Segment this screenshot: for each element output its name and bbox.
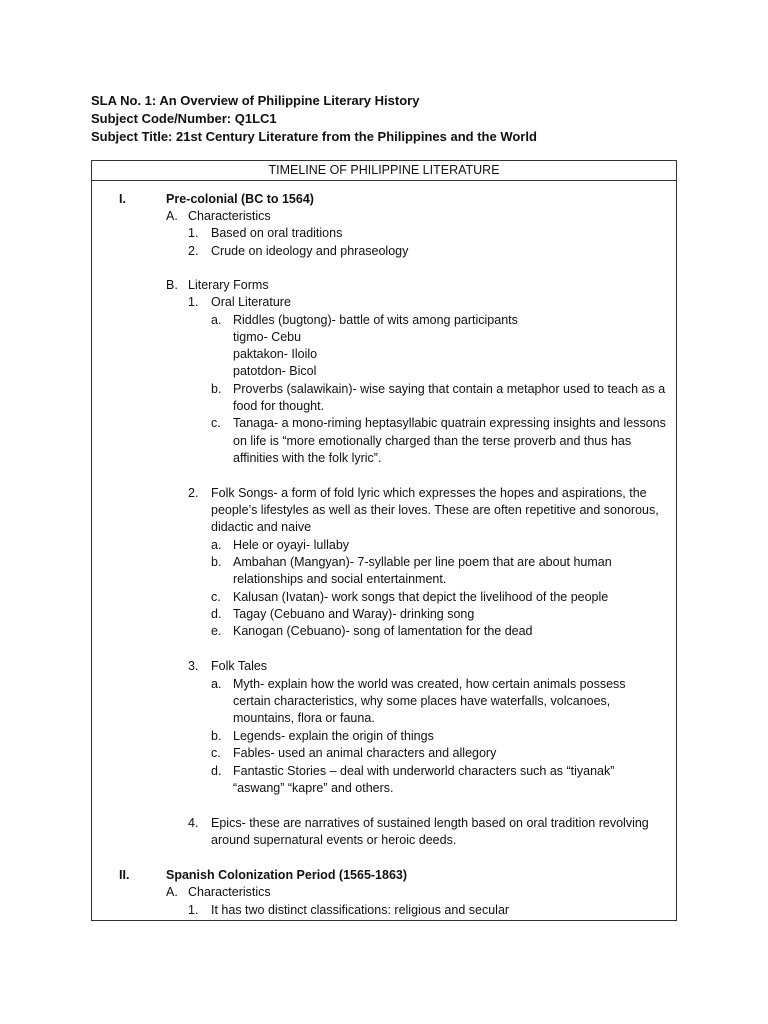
characteristics-heading: Characteristics — [188, 885, 271, 899]
list-item: Fantastic Stories – deal with underworld characters such as “tiyanak” — [233, 764, 615, 778]
section-1-number: I. — [119, 192, 126, 206]
list-item: Tagay (Cebuano and Waray)- drinking song — [233, 607, 475, 621]
list-letter: d. — [211, 764, 222, 778]
list-item: “aswang” “kapre” and others. — [233, 781, 394, 795]
document-header — [91, 92, 537, 146]
list-letter: b. — [211, 555, 222, 569]
literary-forms-heading: Literary Forms — [188, 278, 269, 292]
characteristics-heading: Characteristics — [188, 209, 271, 223]
list-letter: d. — [211, 607, 222, 621]
list-item: Myth- explain how the world was created, how certain animals possess — [233, 677, 626, 691]
list-item: patotdon- Bicol — [233, 364, 317, 378]
list-item: Kalusan (Ivatan)- work songs that depict the livelihood of the people — [233, 590, 609, 604]
section-2-number: II. — [119, 868, 130, 882]
list-item: paktakon- Iloilo — [233, 347, 318, 361]
folk-songs-text: didactic and naive — [211, 520, 312, 534]
list-letter: a. — [211, 538, 222, 552]
list-number: 2. — [188, 244, 199, 258]
list-letter: c. — [211, 416, 221, 430]
list-item: Tanaga- a mono-riming heptasyllabic quatrain expressing insights and lessons — [233, 416, 666, 430]
list-number: 4. — [188, 816, 199, 830]
list-letter: a. — [211, 677, 222, 691]
oral-literature-heading: Oral Literature — [211, 295, 291, 309]
list-item: It has two distinct classifications: religious and secular — [211, 903, 510, 917]
list-number: 3. — [188, 659, 199, 673]
folk-tales-heading: Folk Tales — [211, 659, 268, 673]
list-letter: b. — [211, 382, 222, 396]
list-item: food for thought. — [233, 399, 325, 413]
list-item: Ambahan (Mangyan)- 7-syllable per line poem that are about human — [233, 555, 612, 569]
list-item: on life is “more emotionally charged than the terse proverb and thus has — [233, 434, 632, 448]
timeline-title: TIMELINE OF PHILIPPINE LITERATURE — [92, 161, 676, 181]
subsection-marker: B. — [166, 278, 178, 292]
list-number: 1. — [188, 903, 199, 917]
sla-title: SLA No. 1: An Overview of Philippine Literary History — [91, 93, 420, 108]
section-2-title: Spanish Colonization Period (1565-1863) — [166, 868, 408, 882]
folk-songs-text: people’s lifestyles as well as their loves. These are often repetitive and sonorous, — [211, 503, 659, 517]
subject-title: Subject Title: 21st Century Literature from the Philippines and the World — [91, 129, 537, 144]
list-item: mountains, flora or fauna. — [233, 711, 375, 725]
epics-text: Epics- these are narratives of sustained length based on oral tradition revolving — [211, 816, 649, 830]
list-letter: e. — [211, 624, 222, 638]
list-item: affinities with the folk lyric”. — [233, 451, 382, 465]
timeline-box — [91, 160, 677, 921]
list-number: 1. — [188, 226, 199, 240]
list-item: Kanogan (Cebuano)- song of lamentation for the dead — [233, 624, 533, 638]
folk-songs-text: Folk Songs- a form of fold lyric which expresses the hopes and aspirations, the — [211, 486, 647, 500]
list-letter: a. — [211, 313, 222, 327]
list-number: 1. — [188, 295, 199, 309]
subject-code: Subject Code/Number: Q1LC1 — [91, 111, 277, 126]
list-item: certain characteristics, why some places have waterfalls, volcanoes, — [233, 694, 611, 708]
list-item: Proverbs (salawikain)- wise saying that contain a metaphor used to teach as a — [233, 382, 666, 396]
section-1-title: Pre-colonial (BC to 1564) — [166, 192, 314, 206]
list-item: Based on oral traditions — [211, 226, 343, 240]
list-number: 2. — [188, 486, 199, 500]
list-item: Crude on ideology and phraseology — [211, 244, 409, 258]
subsection-marker: A. — [166, 209, 178, 223]
list-item: tigmo- Cebu — [233, 330, 302, 344]
subsection-marker: A. — [166, 885, 178, 899]
epics-text: around supernatural events or heroic deeds. — [211, 833, 457, 847]
list-item: Fables- used an animal characters and allegory — [233, 746, 497, 760]
list-item: Riddles (bugtong)- battle of wits among participants — [233, 313, 518, 327]
list-item: relationships and social entertainment. — [233, 572, 447, 586]
list-item: Hele or oyayi- lullaby — [233, 538, 350, 552]
list-letter: b. — [211, 729, 222, 743]
list-item: Legends- explain the origin of things — [233, 729, 434, 743]
list-letter: c. — [211, 746, 221, 760]
list-letter: c. — [211, 590, 221, 604]
